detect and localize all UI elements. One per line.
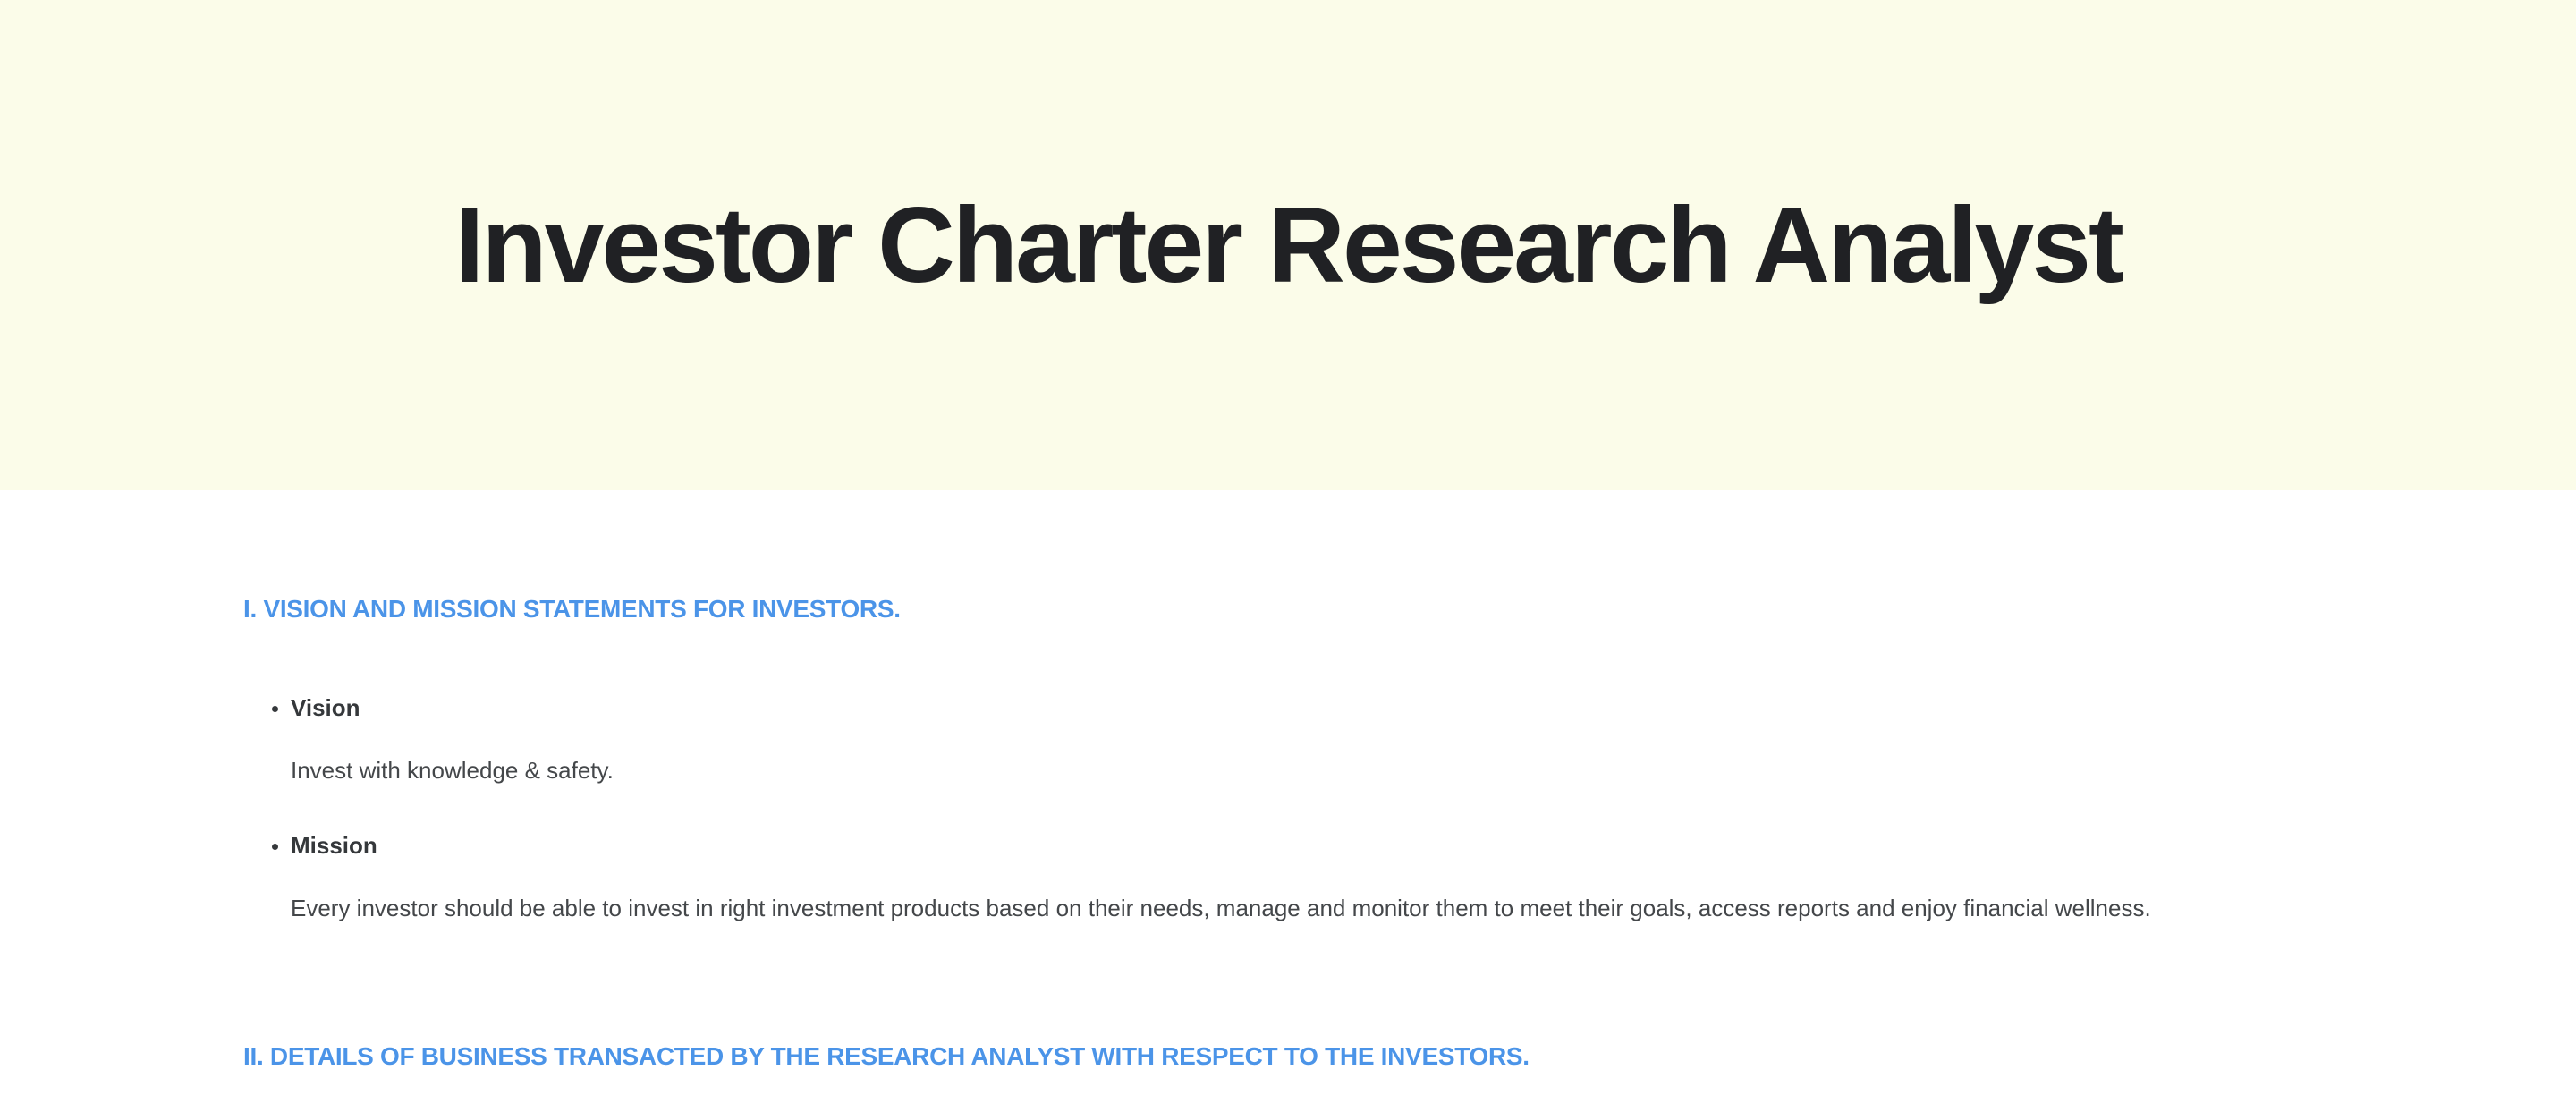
mission-label: Mission xyxy=(291,831,377,859)
vision-mission-list xyxy=(243,691,2343,925)
list-item-mission xyxy=(291,828,2343,925)
list-item-vision xyxy=(291,691,2343,787)
page-banner xyxy=(0,0,2576,490)
mission-text: Every investor should be able to invest in right investment products based on their needs, manage and monitor them to meet their goals, access reports and enjoy financial wellness. xyxy=(291,894,2151,921)
section-heading-business-details: II. DETAILS OF BUSINESS TRANSACTED BY THE RESEARCH ANALYST WITH RESPECT TO THE INVESTORS. xyxy=(243,1041,1530,1070)
page-title: Investor Charter Research Analyst xyxy=(453,185,2122,305)
page-content xyxy=(0,490,2576,1103)
vision-text: Invest with knowledge & safety. xyxy=(291,756,614,784)
vision-label: Vision xyxy=(291,693,360,721)
section-heading-vision-mission: I. VISION AND MISSION STATEMENTS FOR INVESTORS. xyxy=(243,595,901,623)
